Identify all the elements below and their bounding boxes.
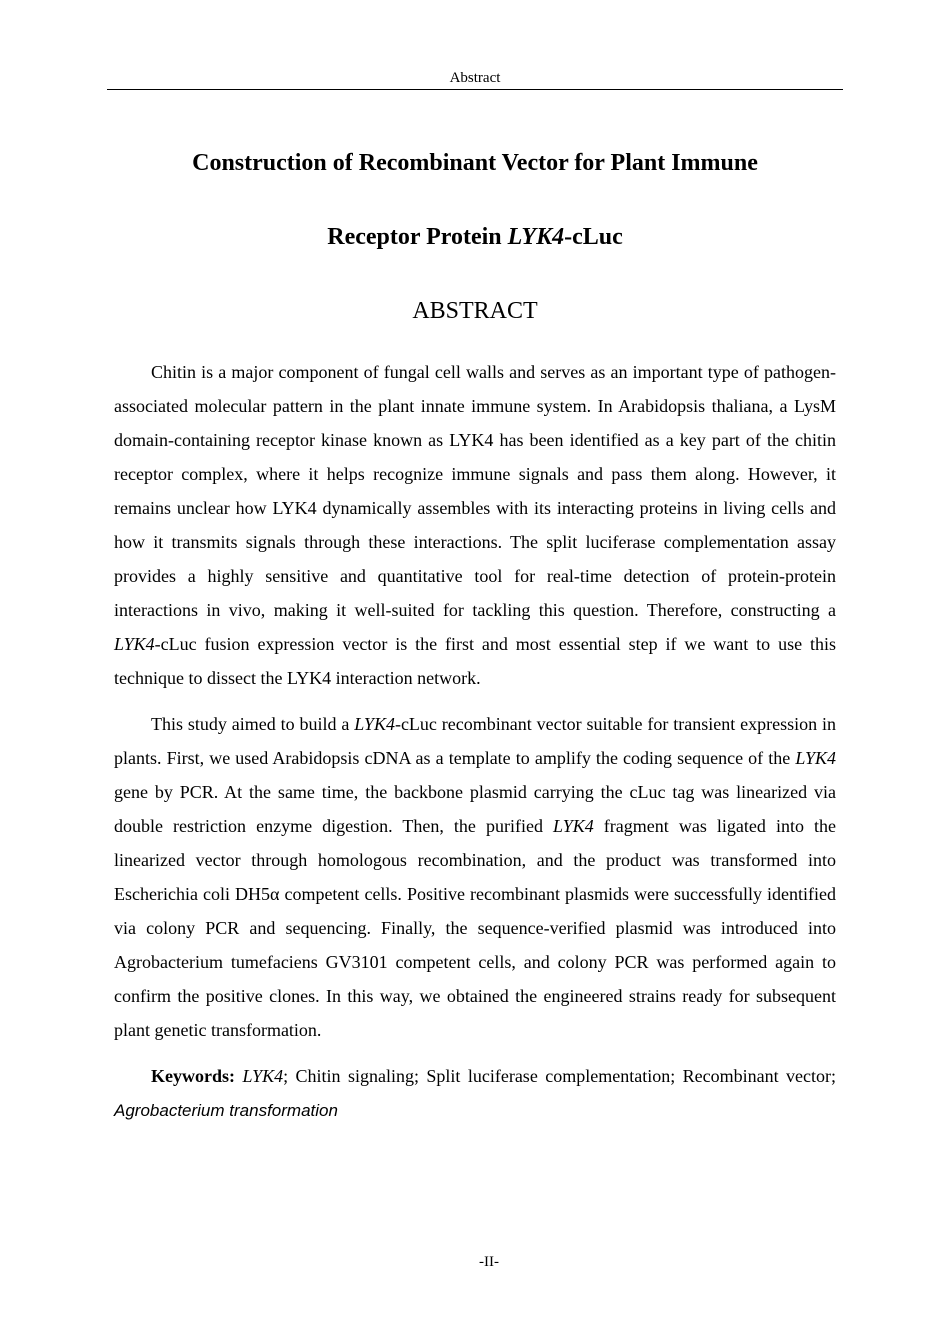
title-line-2-gene: LYK4 (507, 224, 565, 250)
title-line-2-prefix: Receptor Protein (327, 224, 508, 250)
document-title-line-1 (100, 148, 850, 178)
running-header (107, 70, 843, 90)
running-header-title: Abstract (449, 70, 501, 86)
paragraph-2-gene-3: LYK4 (553, 816, 594, 836)
keywords-middle: ; Chitin signaling; Split luciferase complementation; Recombinant vector; (283, 1066, 837, 1086)
paragraph-1-gene: LYK4 (114, 634, 155, 654)
title-line-2-suffix: -cLuc (564, 224, 623, 250)
paragraph-1-text-after: -cLuc fusion expression vector is the first and most essential step if we want to use this technique to dissect the LYK4 interaction network. (114, 634, 836, 688)
abstract-heading: ABSTRACT (412, 298, 538, 324)
abstract-paragraph-2 (114, 707, 836, 1047)
paragraph-2-text-3: gene by PCR. At the same time, the backbone plasmid carrying the cLuc tag was linearized via double restriction enzyme digestion. Then, the purified (114, 782, 836, 836)
paragraph-2-text-2: -cLuc recombinant vector suitable for transient expression in plants. First, we used Arabidopsis cDNA as a template to amplify the coding sequence of the (114, 714, 836, 768)
paragraph-1-text-before: Chitin is a major component of fungal cell walls and serves as an important type of pathogen-associated molecular pattern in the plant innate immune system. In Arabidopsis thaliana, a LysM domain-containing receptor kinase known as LYK4 has been identified as a key part of the chitin receptor complex, where it helps recognize immune signals and pass them along. However, it remains unclear how LYK4 dynamically assembles with its interacting proteins in living cells and how it transmits signals through these interactions. The split luciferase complementation assay provides a highly sensitive and quantitative tool for real-time detection of protein-protein interactions in vivo, making it well-suited for tackling this question. Therefore, constructing a (114, 362, 836, 620)
paragraph-2-text-4: fragment was ligated into the linearized vector through homologous recombination, and the product was transformed into Escherichia coli DH5α competent cells. Positive recombinant plasmids were successfully identified via colony PCR and sequencing. Finally, the sequence-verified plasmid was introduced into Agrobacterium tumefaciens GV3101 competent cells, and colony PCR was performed again to confirm the positive clones. In this way, we obtained the engineered strains ready for subsequent plant genetic transformation. (114, 816, 836, 1040)
title-line-1-text: Construction of Recombinant Vector for Plant Immune (192, 150, 758, 176)
keywords-paragraph (114, 1059, 836, 1128)
keywords-label: Keywords: (151, 1066, 235, 1086)
keyword-lyk4: LYK4 (242, 1066, 284, 1086)
paragraph-2-gene-2: LYK4 (795, 748, 836, 768)
keyword-agrobacterium: Agrobacterium transformation (114, 1101, 338, 1120)
paragraph-2-text-1: This study aimed to build a (151, 714, 355, 734)
page-number: -II- (479, 1254, 499, 1270)
paragraph-2-gene-1: LYK4 (354, 714, 395, 734)
abstract-paragraph-1 (114, 355, 836, 695)
document-title-line-2 (100, 222, 850, 252)
